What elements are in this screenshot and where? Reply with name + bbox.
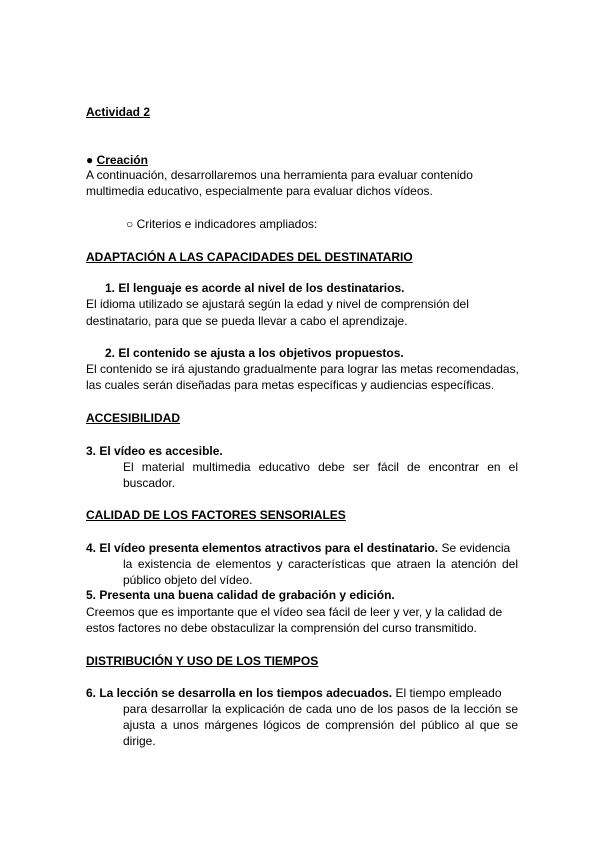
criterion-3-line-2: buscador. [123,476,176,490]
criterion-2-line-2: las cuales serán diseñadas para metas específicas y audiencias específicas. [86,378,495,392]
criterion-5-line-2: estos factores no debe obstaculizar la comprensión del curso transmitido. [86,621,477,635]
criterion-3-title: 3. El vídeo es accesible. [86,444,223,458]
criterion-2-title: 2. El contenido se ajusta a los objetivos propuestos. [105,346,404,360]
creation-heading: Creación [96,153,148,167]
criterion-4-line-2: la existencia de elementos y características que atraen la atención del [123,557,518,571]
intro-line-2: multimedia educativo, especialmente para evaluar dichos vídeos. [86,184,433,198]
criterion-1-line-1: El idioma utilizado se ajustará según la edad y nivel de comprensión del [86,297,469,311]
intro-line-1: A continuación, desarrollaremos una herramienta para evaluar contenido [86,168,473,182]
criterion-6-title: 6. La lección se desarrolla en los tiempos adecuados. [86,686,393,700]
bullet-icon: ● [86,153,94,167]
activity-title: Actividad 2 [86,105,151,119]
creation-heading-line [86,152,148,168]
section-heading-adaptacion: ADAPTACIÓN A LAS CAPACIDADES DEL DESTINATARIO [86,250,413,264]
section-heading-accesibilidad: ACCESIBILIDAD [86,411,181,425]
criterion-2-line-1: El contenido se irá ajustando gradualmente para lograr las metas recomendadas, [86,362,519,376]
criterion-6-line-4: dirige. [123,734,156,748]
sub-item-text: Criterios e indicadores ampliados: [136,217,318,231]
sub-item-line [126,216,317,232]
criterion-4-title-line [86,540,510,556]
criterion-1-title: 1. El lenguaje es acorde al nivel de los destinatarios. [105,281,405,295]
criterion-6-line-1-rest: El tiempo empleado [395,686,502,700]
criterion-4-line-1-rest: Se evidencia [441,541,511,555]
hollow-bullet-icon: ○ [126,217,134,231]
criterion-6-line-3: ajusta a unos márgenes lógicos de comprensión del público al que se [123,718,518,732]
criterion-3-line-1: El material multimedia educativo debe ser fácil de encontrar en el [123,460,518,474]
section-heading-calidad: CALIDAD DE LOS FACTORES SENSORIALES [86,508,346,522]
criterion-5-line-1: Creemos que es importante que el vídeo sea fácil de leer y ver, y la calidad de [86,605,503,619]
criterion-4-line-3: público objeto del vídeo. [123,573,253,587]
criterion-4-title: 4. El vídeo presenta elementos atractivos para el destinatario. [86,541,439,555]
criterion-5-title: 5. Presenta una buena calidad de grabación y edición. [86,588,395,602]
criterion-6-title-line [86,685,502,701]
section-heading-distribucion: DISTRIBUCIÓN Y USO DE LOS TIEMPOS [86,654,319,668]
criterion-6-line-2: para desarrollar la explicación de cada uno de los pasos de la lección se [123,702,518,716]
criterion-1-line-2: destinatario, para que se pueda llevar a cabo el aprendizaje. [86,314,408,328]
